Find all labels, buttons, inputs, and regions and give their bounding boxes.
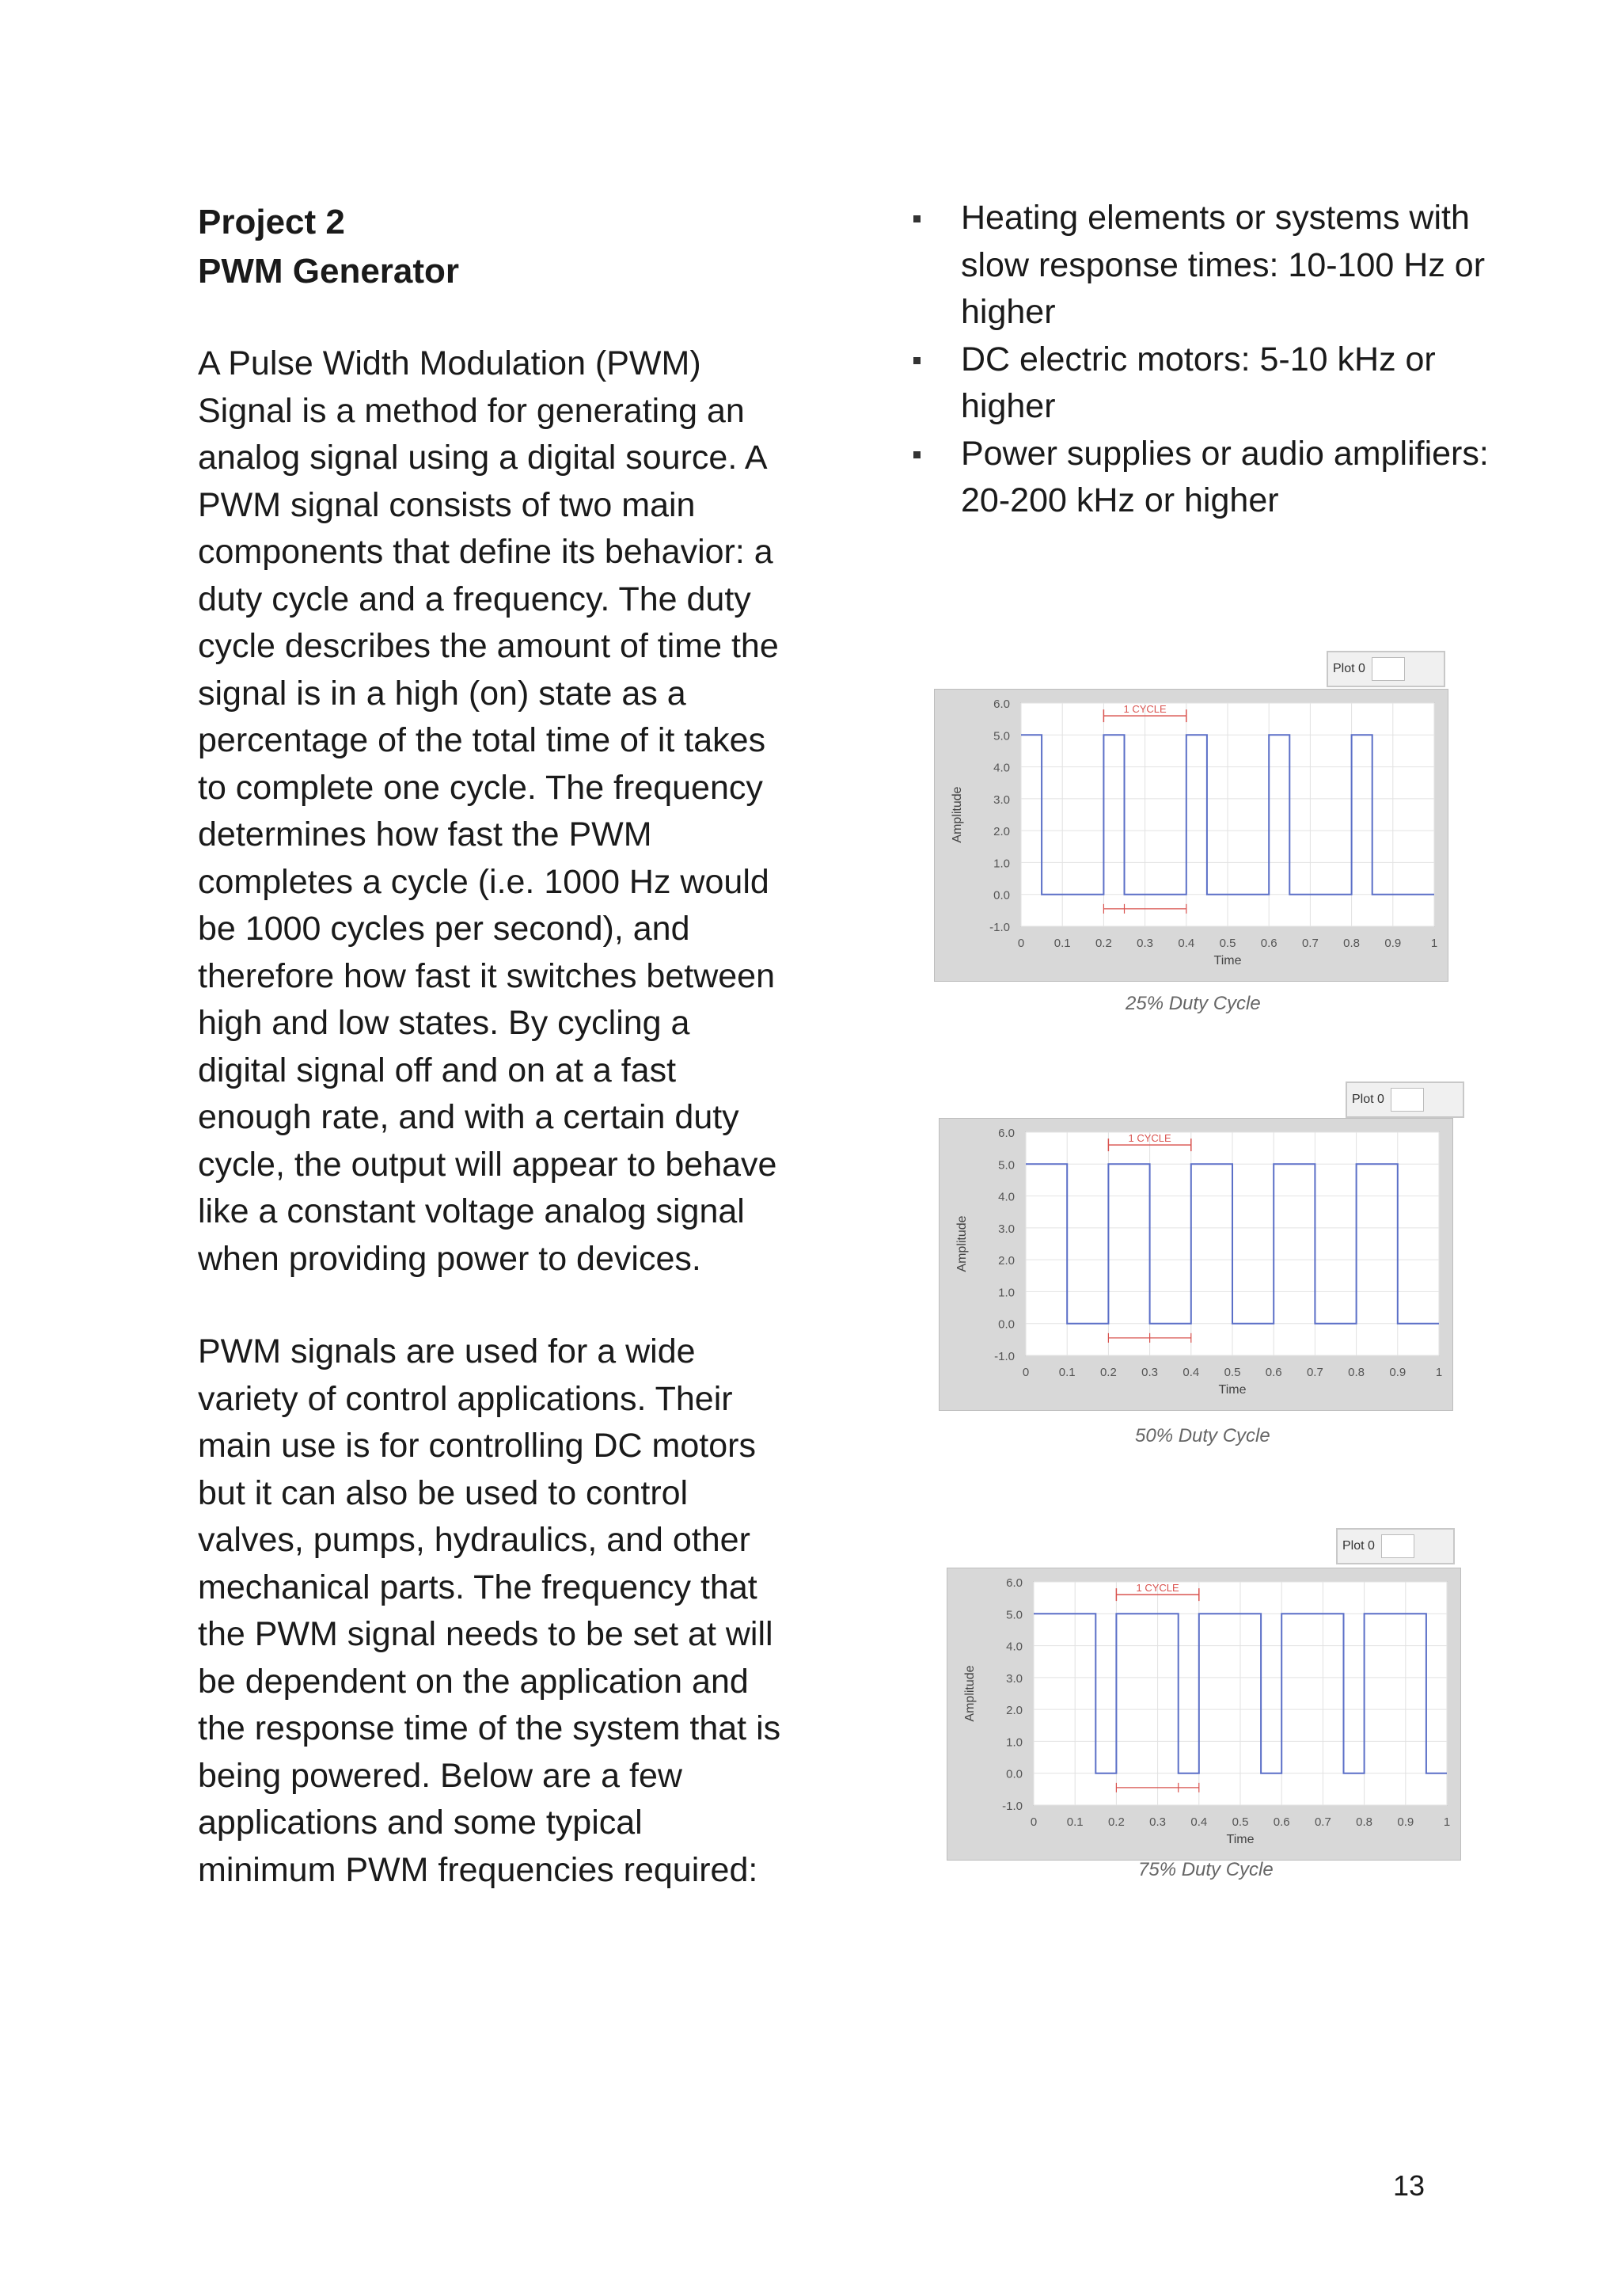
x-tick-label: 0.5 (1232, 1815, 1249, 1829)
applications-list (902, 195, 1504, 525)
plot-legend (1336, 1528, 1455, 1564)
pwm-chart-75 (947, 1568, 1461, 1861)
list-item-text: Heating elements or systems with slow response times: 10-100 Hz or higher (961, 199, 1486, 331)
chart-svg (934, 689, 1448, 982)
x-tick-label: 0.6 (1260, 937, 1277, 950)
cycle-label: 1 CYCLE (1123, 703, 1167, 716)
x-tick-label: 0.6 (1273, 1815, 1290, 1829)
cycle-label: 1 CYCLE (1128, 1132, 1171, 1145)
y-tick-label: 5.0 (1006, 1608, 1023, 1622)
x-tick-label: 0.4 (1183, 1366, 1200, 1379)
list-item (902, 431, 1504, 525)
y-tick-label: 0.0 (993, 888, 1010, 903)
x-tick-label: 0.7 (1314, 1815, 1331, 1829)
y-tick-label: 6.0 (998, 1127, 1015, 1140)
legend-swatch-icon (1372, 657, 1405, 681)
chart-caption: 25% Duty Cycle (1126, 993, 1261, 1014)
y-tick-label: -1.0 (989, 921, 1010, 934)
x-tick-label: 0 (1017, 937, 1025, 950)
x-tick-label: 0 (1022, 1366, 1030, 1379)
legend-label: Plot 0 (1333, 662, 1365, 675)
x-tick-label: 0.3 (1149, 1815, 1167, 1829)
x-tick-label: 0.1 (1053, 937, 1071, 950)
x-tick-label: 0.9 (1389, 1366, 1407, 1379)
x-tick-label: 0.2 (1107, 1815, 1125, 1829)
x-tick-label: 0.2 (1099, 1366, 1117, 1379)
right-column (902, 195, 1504, 525)
x-tick-label: 0.8 (1356, 1815, 1373, 1829)
x-axis-label: Time (1226, 1833, 1255, 1846)
project-title: PWM Generator (198, 252, 460, 291)
cycle-label: 1 CYCLE (1136, 1582, 1179, 1595)
x-tick-label: 0.8 (1348, 1366, 1365, 1379)
y-tick-label: -1.0 (994, 1350, 1015, 1363)
y-tick-label: 0.0 (1006, 1767, 1023, 1781)
y-tick-label: 6.0 (1006, 1576, 1023, 1590)
legend-label: Plot 0 (1352, 1093, 1384, 1106)
left-column (198, 198, 784, 1894)
list-item-text: Power supplies or audio amplifiers: 20-200 kHz or higher (961, 434, 1489, 519)
y-tick-label: 3.0 (993, 793, 1010, 807)
chart-svg (947, 1568, 1461, 1861)
y-tick-label: 1.0 (998, 1286, 1015, 1300)
y-tick-label: 0.0 (998, 1317, 1015, 1332)
x-tick-label: 0.4 (1190, 1815, 1208, 1829)
y-axis-label: Amplitude (955, 1215, 969, 1272)
y-tick-label: 1.0 (993, 857, 1010, 871)
y-tick-label: 4.0 (998, 1190, 1015, 1204)
x-tick-label: 0.4 (1178, 937, 1195, 950)
y-tick-label: 5.0 (993, 729, 1010, 743)
x-tick-label: 0.6 (1265, 1366, 1282, 1379)
pwm-chart-25 (934, 689, 1448, 982)
y-axis-label: Amplitude (963, 1665, 977, 1722)
x-tick-label: 0.9 (1384, 937, 1402, 950)
x-tick-label: 0.5 (1219, 937, 1236, 950)
pwm-chart-50 (939, 1118, 1453, 1411)
y-tick-label: 2.0 (998, 1254, 1015, 1268)
legend-swatch-icon (1391, 1088, 1424, 1112)
y-tick-label: 1.0 (1006, 1735, 1023, 1750)
list-item (902, 195, 1504, 336)
project-number: Project 2 (198, 203, 345, 241)
x-tick-label: 0.9 (1397, 1815, 1414, 1829)
y-tick-label: -1.0 (1002, 1800, 1023, 1813)
y-tick-label: 3.0 (1006, 1671, 1023, 1686)
chart-svg (939, 1118, 1453, 1411)
x-tick-label: 0.3 (1137, 937, 1154, 950)
x-tick-label: 0 (1030, 1815, 1038, 1829)
y-axis-label: Amplitude (951, 786, 964, 843)
y-tick-label: 2.0 (993, 825, 1010, 839)
x-tick-label: 0.8 (1343, 937, 1361, 950)
chart-caption: 75% Duty Cycle (1138, 1859, 1274, 1880)
y-tick-label: 5.0 (998, 1158, 1015, 1173)
chart-caption: 50% Duty Cycle (1135, 1425, 1270, 1446)
x-tick-label: 0.2 (1095, 937, 1112, 950)
plot-legend (1327, 651, 1445, 687)
list-item (902, 336, 1504, 431)
y-tick-label: 4.0 (993, 761, 1010, 775)
plot-legend (1346, 1081, 1464, 1118)
y-tick-label: 6.0 (993, 698, 1010, 711)
legend-label: Plot 0 (1342, 1539, 1375, 1553)
x-tick-label: 0.1 (1058, 1366, 1076, 1379)
bullet-icon (913, 451, 921, 458)
x-tick-label: 0.1 (1066, 1815, 1084, 1829)
x-axis-label: Time (1213, 954, 1242, 967)
y-tick-label: 4.0 (1006, 1640, 1023, 1654)
legend-swatch-icon (1381, 1534, 1414, 1558)
page-number: 13 (1393, 2169, 1425, 2202)
bullet-icon (913, 357, 921, 364)
list-item-text: DC electric motors: 5-10 kHz or higher (961, 340, 1436, 425)
x-tick-label: 0.3 (1141, 1366, 1159, 1379)
x-tick-label: 0.7 (1301, 937, 1319, 950)
intro-paragraph: A Pulse Width Modulation (PWM) Signal is a method for generating an analog signal using a digital source. A PWM signal consists of two main components that define its behavior: a duty cycle and a frequency. The duty cycle describes the amount of time the signal is in a high (on) state as a percentage of the total time of it takes to complete one cycle. The frequency determines how fast the PWM completes a cycle (i.e. 1000 Hz would be 1000 cycles per second), and therefore how fast it switches between high and low states. By cycling a digital signal off and on at a fast enough rate, and with a certain duty cycle, the output will appear to behave like a constant voltage analog signal when providing power to devices. (198, 344, 779, 1278)
x-tick-label: 1 (1443, 1815, 1451, 1829)
x-tick-label: 0.5 (1224, 1366, 1241, 1379)
y-tick-label: 2.0 (1006, 1704, 1023, 1718)
y-tick-label: 3.0 (998, 1222, 1015, 1236)
applications-paragraph: PWM signals are used for a wide variety of control applications. Their main use is for controlling DC motors but it can also be used to control valves, pumps, hydraulics, and other mechanical parts. The frequency that the PWM signal needs to be set at will be dependent on the application and the response time of the system that is being powered. Below are a few applications and some typical minimum PWM frequencies required: (198, 1332, 781, 1889)
x-tick-label: 1 (1435, 1366, 1443, 1379)
x-tick-label: 0.7 (1306, 1366, 1323, 1379)
x-axis-label: Time (1218, 1383, 1247, 1397)
x-tick-label: 1 (1430, 937, 1438, 950)
bullet-icon (913, 215, 921, 222)
